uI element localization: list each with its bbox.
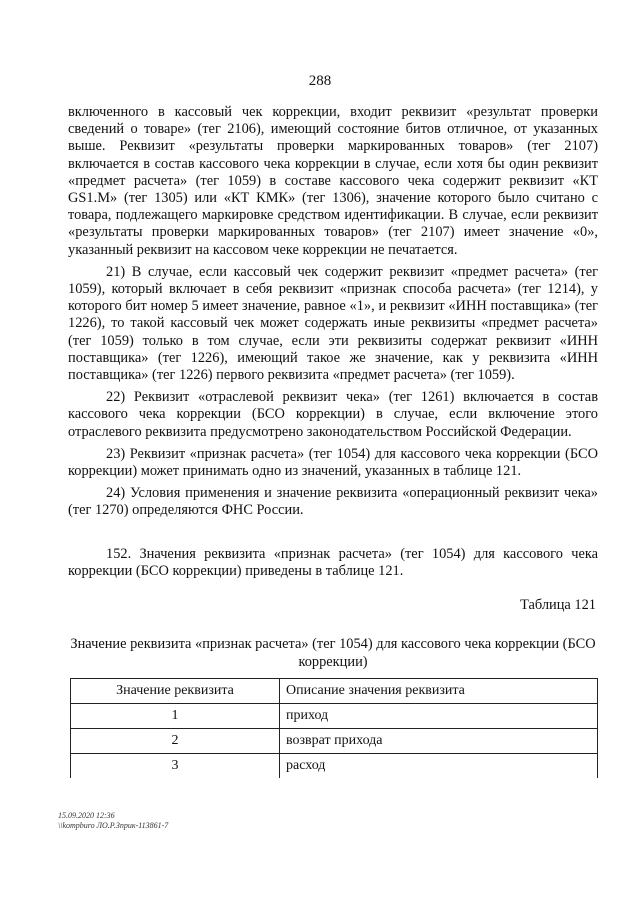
table-header-value: Значение реквизита [71,679,280,704]
table-cell-value: 1 [71,704,280,729]
body-text [68,104,598,585]
table-row [71,729,598,754]
page-number: 288 [308,73,332,89]
paragraph-continuation: включенного в кассовый чек коррекции, входит реквизит «результат проверки сведений о товаре» (тег 2106), имеющий состояние битов отличное, от указанных выше. Реквизит «результаты проверки маркированных товаров» (тег 2107) включается в состав кассового чека коррекции в случае, если хотя бы один реквизит «предмет расчета» (тег 1059) в составе кассового чека содержит реквизит «КТ GS1.M» (тег 1305) или «КТ КМК» (тег 1306), значение которого было считано с товара, подлежащего маркировке средством идентификации. В случае, если реквизит «результаты проверки маркированных товаров» (тег 2107) имеет значение «0», указанный реквизит на кассовом чеке коррекции не печатается. [68,104,598,258]
paragraph-item-24: 24) Условия применения и значение реквизита «операционный реквизит чека» (тег 1270) определяются ФНС России. [68,485,598,519]
table-cell-description: расход [280,754,598,779]
table-row [71,704,598,729]
footer-file-path: \\kompburo ЛО.Р.Зприк-113861-7 [58,821,169,830]
values-table [70,678,598,778]
table-cell-description: возврат прихода [280,729,598,754]
table-label: Таблица 121 [520,597,596,613]
table-row [71,754,598,779]
table-cell-value: 2 [71,729,280,754]
table-cell-description: приход [280,704,598,729]
footer-stamp [58,811,168,831]
paragraph-item-21: 21) В случае, если кассовый чек содержит реквизит «предмет расчета» (тег 1059), который включает в себя реквизит «признак способа расчета» (тег 1214), у которого бит номер 5 имеет значение, равное «1», и реквизит «ИНН поставщика» (тег 1226), то такой кассовый чек может содержать иные реквизиты «предмет расчета» (тег 1059) только в том случае, если эти реквизиты содержат реквизит «ИНН поставщика» (тег 1226), имеющий такое же значение, как у реквизита «ИНН поставщика» (тег 1226) первого реквизита «предмет расчета» (тег 1059). [68,263,598,384]
paragraph-item-23: 23) Реквизит «признак расчета» (тег 1054) для кассового чека коррекции (БСО коррекции) может принимать одно из значений, указанных в таблице 121. [68,445,598,480]
table-header-description: Описание значения реквизита [280,679,598,704]
table-header-row [71,679,598,704]
paragraph-section-152: 152. Значения реквизита «признак расчета» (тег 1054) для кассового чека коррекции (БСО коррекции) приведены в таблице 121. [68,545,598,579]
footer-timestamp: 15.09.2020 12:36 [58,811,115,820]
table-caption: Значение реквизита «признак расчета» (тег 1054) для кассового чека коррекции (БСО коррекции) [70,636,596,670]
paragraph-item-22: 22) Реквизит «отраслевой реквизит чека» (тег 1261) включается в состав кассового чека коррекции (БСО коррекции) в случае, если включение этого отраслевого реквизита предусмотрено законодательством Российской Федерации. [68,389,598,440]
table-cell-value: 3 [71,754,280,779]
